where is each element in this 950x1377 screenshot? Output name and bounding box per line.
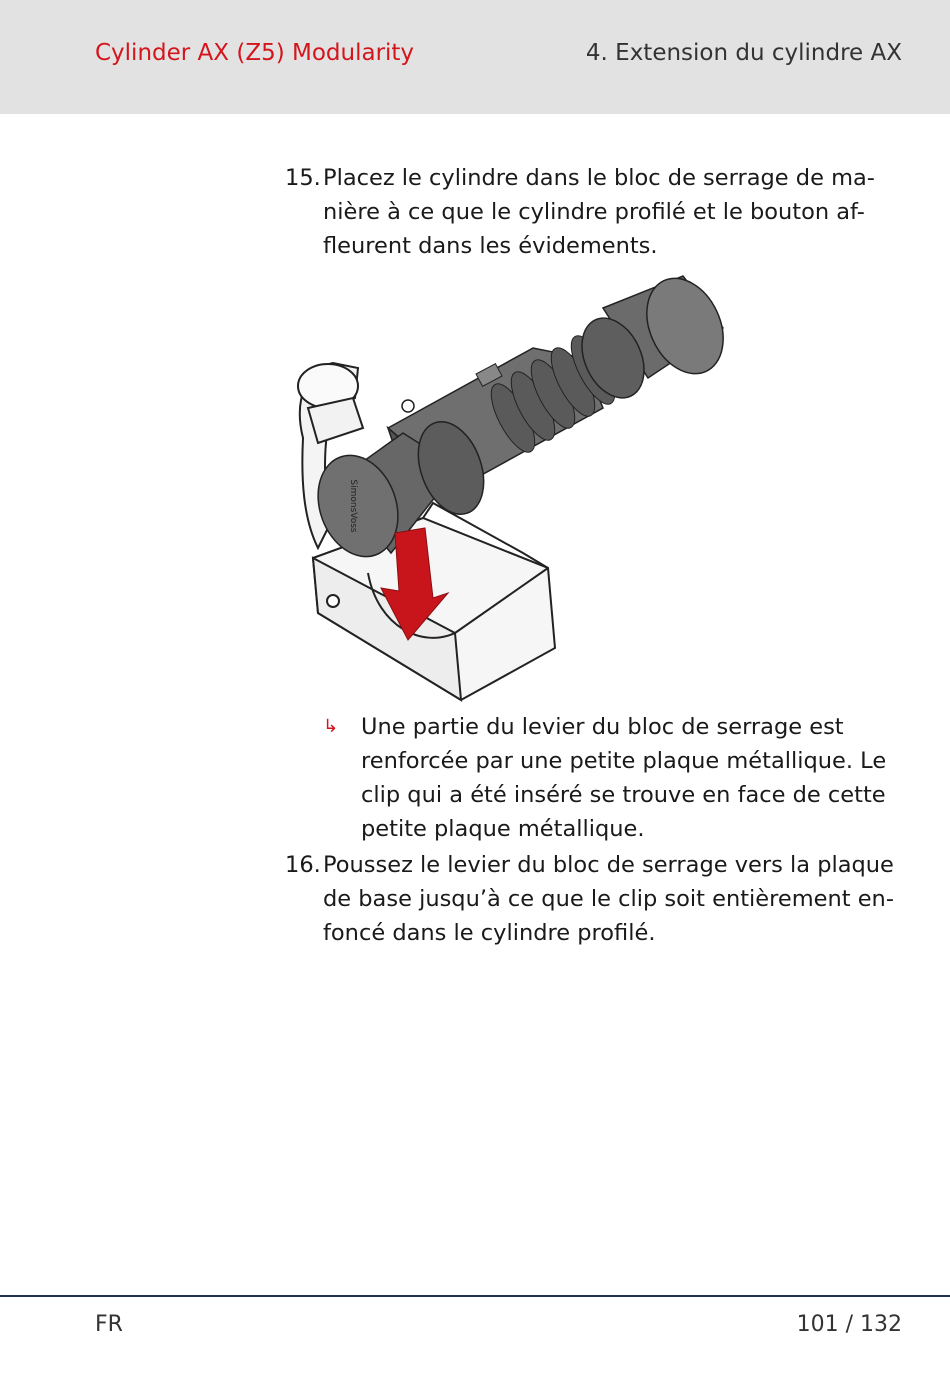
step-16	[285, 848, 895, 950]
step-text: Placez le cylindre dans le bloc de serrage de ma- nière à ce que le cylindre profilé et le bouton af- fleurent dans les évidements.	[323, 165, 875, 259]
result-arrow-icon: ↳	[323, 716, 339, 737]
step-number: 16.	[285, 852, 321, 878]
knob-logo: SimonsVoss	[348, 479, 358, 533]
step-number: 15.	[285, 165, 321, 191]
footer-language: FR	[95, 1312, 123, 1337]
footer-divider	[0, 1295, 950, 1297]
document-title: Cylinder AX (Z5) Modularity	[95, 40, 415, 66]
step-text: Poussez le levier du bloc de serrage vers la plaque de base jusqu’à ce que le clip soit entièrement en- foncé dans le cylindre profilé.	[323, 852, 894, 946]
page-number: 101 / 132	[796, 1312, 902, 1337]
section-title: 4. Extension du cylindre AX	[585, 40, 902, 66]
cylinder-clamp-illustration	[283, 268, 728, 703]
step-15-result	[323, 710, 903, 846]
page-header	[0, 0, 950, 114]
result-text: Une partie du levier du bloc de serrage est renforcée par une petite plaque métallique. Le clip qui a été inséré se trouve en face de cette petite plaque métallique.	[361, 714, 887, 842]
step-15	[285, 161, 895, 263]
